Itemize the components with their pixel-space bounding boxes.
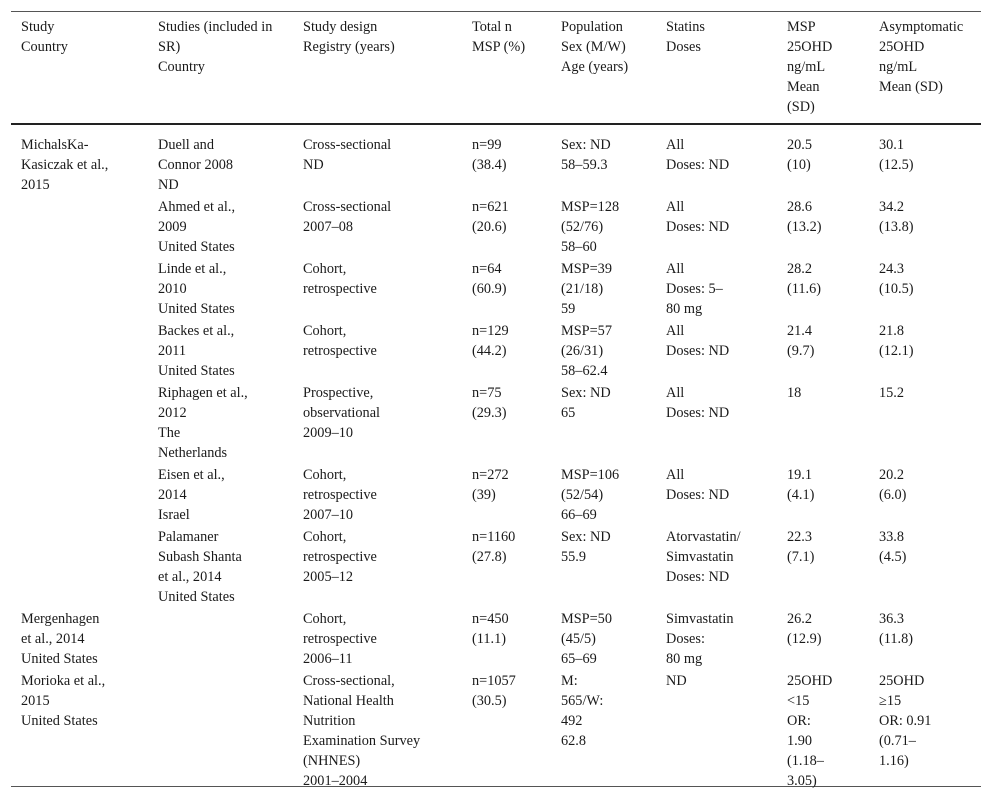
cell-total-n: n=64 (60.9): [472, 261, 507, 297]
cell-design: Prospective, observational 2009–10: [303, 385, 381, 441]
header-design: Study design Registry (years): [303, 19, 395, 55]
header-population: Population Sex (M/W) Age (years): [561, 19, 629, 75]
cell-population: Sex: ND 55.9: [561, 529, 611, 565]
cell-asymptomatic-25ohd: 21.8 (12.1): [879, 323, 914, 359]
cell-total-n: n=621 (20.6): [472, 199, 509, 235]
cell-asymptomatic-25ohd: 33.8 (4.5): [879, 529, 907, 565]
header-included-studies: Studies (included in SR) Country: [158, 19, 273, 75]
cell-design: Cohort, retrospective 2006–11: [303, 611, 377, 667]
cell-design: Cohort, retrospective 2005–12: [303, 529, 377, 585]
cell-population: MSP=128 (52/76) 58–60: [561, 199, 620, 255]
cell-total-n: n=272 (39): [472, 467, 509, 503]
cell-msp-25ohd: 25OHD <15 OR: 1.90 (1.18– 3.05): [787, 673, 833, 789]
cell-statins: All Doses: ND: [666, 467, 730, 503]
header-statins: Statins Doses: [666, 19, 705, 55]
cell-msp-25ohd: 22.3 (7.1): [787, 529, 815, 565]
cell-included-studies: Duell and Connor 2008 ND: [158, 137, 234, 193]
cell-asymptomatic-25ohd: 34.2 (13.8): [879, 199, 914, 235]
cell-study: Morioka et al., 2015 United States: [21, 673, 106, 729]
cell-msp-25ohd: 26.2 (12.9): [787, 611, 822, 647]
cell-design: Cross-sectional ND: [303, 137, 392, 173]
cell-statins: ND: [666, 673, 687, 689]
table-header-rule: [11, 123, 981, 125]
cell-asymptomatic-25ohd: 30.1 (12.5): [879, 137, 914, 173]
cell-total-n: n=1160 (27.8): [472, 529, 516, 565]
header-total-n: Total n MSP (%): [472, 19, 526, 55]
cell-included-studies: Palamaner Subash Shanta et al., 2014 United States: [158, 529, 242, 605]
header-study: Study Country: [21, 19, 68, 55]
cell-asymptomatic-25ohd: 36.3 (11.8): [879, 611, 914, 647]
cell-included-studies: Backes et al., 2011 United States: [158, 323, 235, 379]
cell-included-studies: Riphagen et al., 2012 The Netherlands: [158, 385, 248, 461]
cell-msp-25ohd: 20.5 (10): [787, 137, 813, 173]
cell-statins: All Doses: ND: [666, 385, 730, 421]
cell-design: Cohort, retrospective: [303, 323, 377, 359]
cell-total-n: n=99 (38.4): [472, 137, 507, 173]
cell-statins: All Doses: ND: [666, 323, 730, 359]
cell-population: MSP=50 (45/5) 65–69: [561, 611, 612, 667]
cell-statins: All Doses: ND: [666, 199, 730, 235]
cell-study: MichalsKa- Kasiczak et al., 2015: [21, 137, 109, 193]
cell-population: MSP=57 (26/31) 58–62.4: [561, 323, 612, 379]
cell-asymptomatic-25ohd: 20.2 (6.0): [879, 467, 907, 503]
cell-statins: All Doses: ND: [666, 137, 730, 173]
cell-included-studies: Eisen et al., 2014 Israel: [158, 467, 225, 523]
cell-included-studies: Linde et al., 2010 United States: [158, 261, 235, 317]
cell-total-n: n=450 (11.1): [472, 611, 509, 647]
cell-total-n: n=129 (44.2): [472, 323, 509, 359]
cell-design: Cohort, retrospective 2007–10: [303, 467, 377, 523]
cell-asymptomatic-25ohd: 24.3 (10.5): [879, 261, 914, 297]
cell-statins: Atorvastatin/ Simvastatin Doses: ND: [666, 529, 741, 585]
cell-msp-25ohd: 28.6 (13.2): [787, 199, 822, 235]
cell-population: MSP=39 (21/18) 59: [561, 261, 612, 317]
cell-msp-25ohd: 28.2 (11.6): [787, 261, 822, 297]
cell-msp-25ohd: 21.4 (9.7): [787, 323, 815, 359]
cell-asymptomatic-25ohd: 15.2: [879, 385, 905, 401]
cell-study: Mergenhagen et al., 2014 United States: [21, 611, 100, 667]
header-msp-25ohd: MSP 25OHD ng/mL Mean (SD): [787, 19, 833, 115]
cell-population: Sex: ND 65: [561, 385, 611, 421]
cell-population: MSP=106 (52/54) 66–69: [561, 467, 620, 523]
cell-msp-25ohd: 19.1 (4.1): [787, 467, 815, 503]
cell-asymptomatic-25ohd: 25OHD ≥15 OR: 0.91 (0.71– 1.16): [879, 673, 932, 769]
cell-total-n: n=1057 (30.5): [472, 673, 516, 709]
cell-population: Sex: ND 58–59.3: [561, 137, 611, 173]
table-top-rule: [11, 11, 981, 12]
cell-statins: All Doses: 5– 80 mg: [666, 261, 723, 317]
cell-design: Cohort, retrospective: [303, 261, 377, 297]
cell-msp-25ohd: 18: [787, 385, 802, 401]
header-asymptomatic-25ohd: Asymptomatic 25OHD ng/mL Mean (SD): [879, 19, 964, 95]
cell-design: Cross-sectional 2007–08: [303, 199, 392, 235]
cell-statins: Simvastatin Doses: 80 mg: [666, 611, 734, 667]
cell-included-studies: Ahmed et al., 2009 United States: [158, 199, 236, 255]
cell-total-n: n=75 (29.3): [472, 385, 507, 421]
cell-population: M: 565/W: 492 62.8: [561, 673, 604, 749]
cell-design: Cross-sectional, National Health Nutrition Examination Survey (NHNES) 2001–2004: [303, 673, 421, 789]
